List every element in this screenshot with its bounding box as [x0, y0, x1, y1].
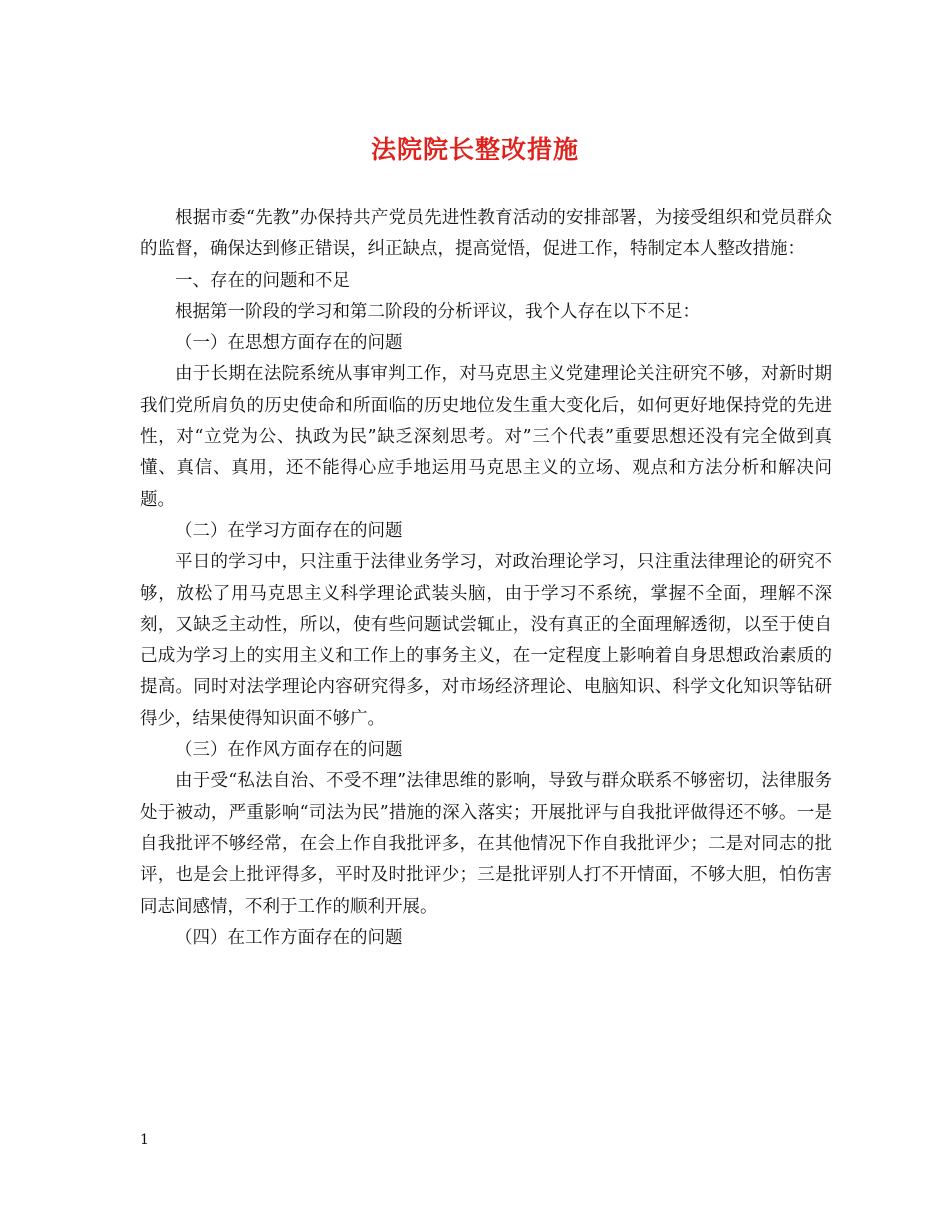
- page-number: 1: [140, 1132, 149, 1148]
- subheading-work: （四）在工作方面存在的问题: [175, 927, 403, 948]
- subheading-study: （二）在学习方面存在的问题: [175, 520, 403, 541]
- thought-paragraph: 由于长期在法院系统从事审判工作，对马克思主义党建理论关注研究不够，对新时期我们党所肩负的历史使命和所面临的历史地位发生重大变化后，如何更好地保持党的先进性，对“立党为公、执政为民”缺乏深刻思考。对”三个代表”重要思想还没有完全做到真懂、真信、真用，还不能得心应手地运用马克思主义的立场、观点和方法分析和解决问题。: [140, 364, 832, 510]
- intro-paragraph: 根据市委“先教”办保持共产党员先进性教育活动的安排部署，为接受组织和党员群众的监督，确保达到修正错误，纠正缺点，提高觉悟，促进工作，特制定本人整改措施：: [140, 208, 832, 260]
- page-title: 法院院长整改措施: [370, 135, 579, 164]
- section-heading-issues: 一、存在的问题和不足: [175, 270, 350, 291]
- subheading-style: （三）在作风方面存在的问题: [175, 740, 403, 761]
- subheading-thought: （一）在思想方面存在的问题: [175, 333, 403, 354]
- issues-intro-paragraph: 根据第一阶段的学习和第二阶段的分析评议，我个人存在以下不足：: [175, 301, 700, 322]
- document-body: [140, 203, 832, 954]
- style-paragraph: 由于受“私法自治、不受不理”法律思维的影响，导致与群众联系不够密切，法律服务处于被动，严重影响“司法为民”措施的深入落实；开展批评与自我批评做得还不够。一是自我批评不够经常，在会上作自我批评多，在其他情况下作自我批评少；二是对同志的批评，也是会上批评得多，平时及时批评少；三是批评别人打不开情面，不够大胆，怕伤害同志间感情，不利于工作的顺利开展。: [140, 771, 832, 917]
- study-paragraph: 平日的学习中，只注重于法律业务学习，对政治理论学习，只注重法律理论的研究不够，放松了用马克思主义科学理论武装头脑，由于学习不系统，掌握不全面，理解不深刻，又缺乏主动性，所以，使有些问题试尝辄止，没有真正的全面理解透彻，以至于使自己成为学习上的实用主义和工作上的事务主义，在一定程度上影响着自身思想政治素质的提高。同时对法学理论内容研究得多，对市场经济理论、电脑知识、科学文化知识等钻研得少，结果使得知识面不够广。: [140, 552, 832, 729]
